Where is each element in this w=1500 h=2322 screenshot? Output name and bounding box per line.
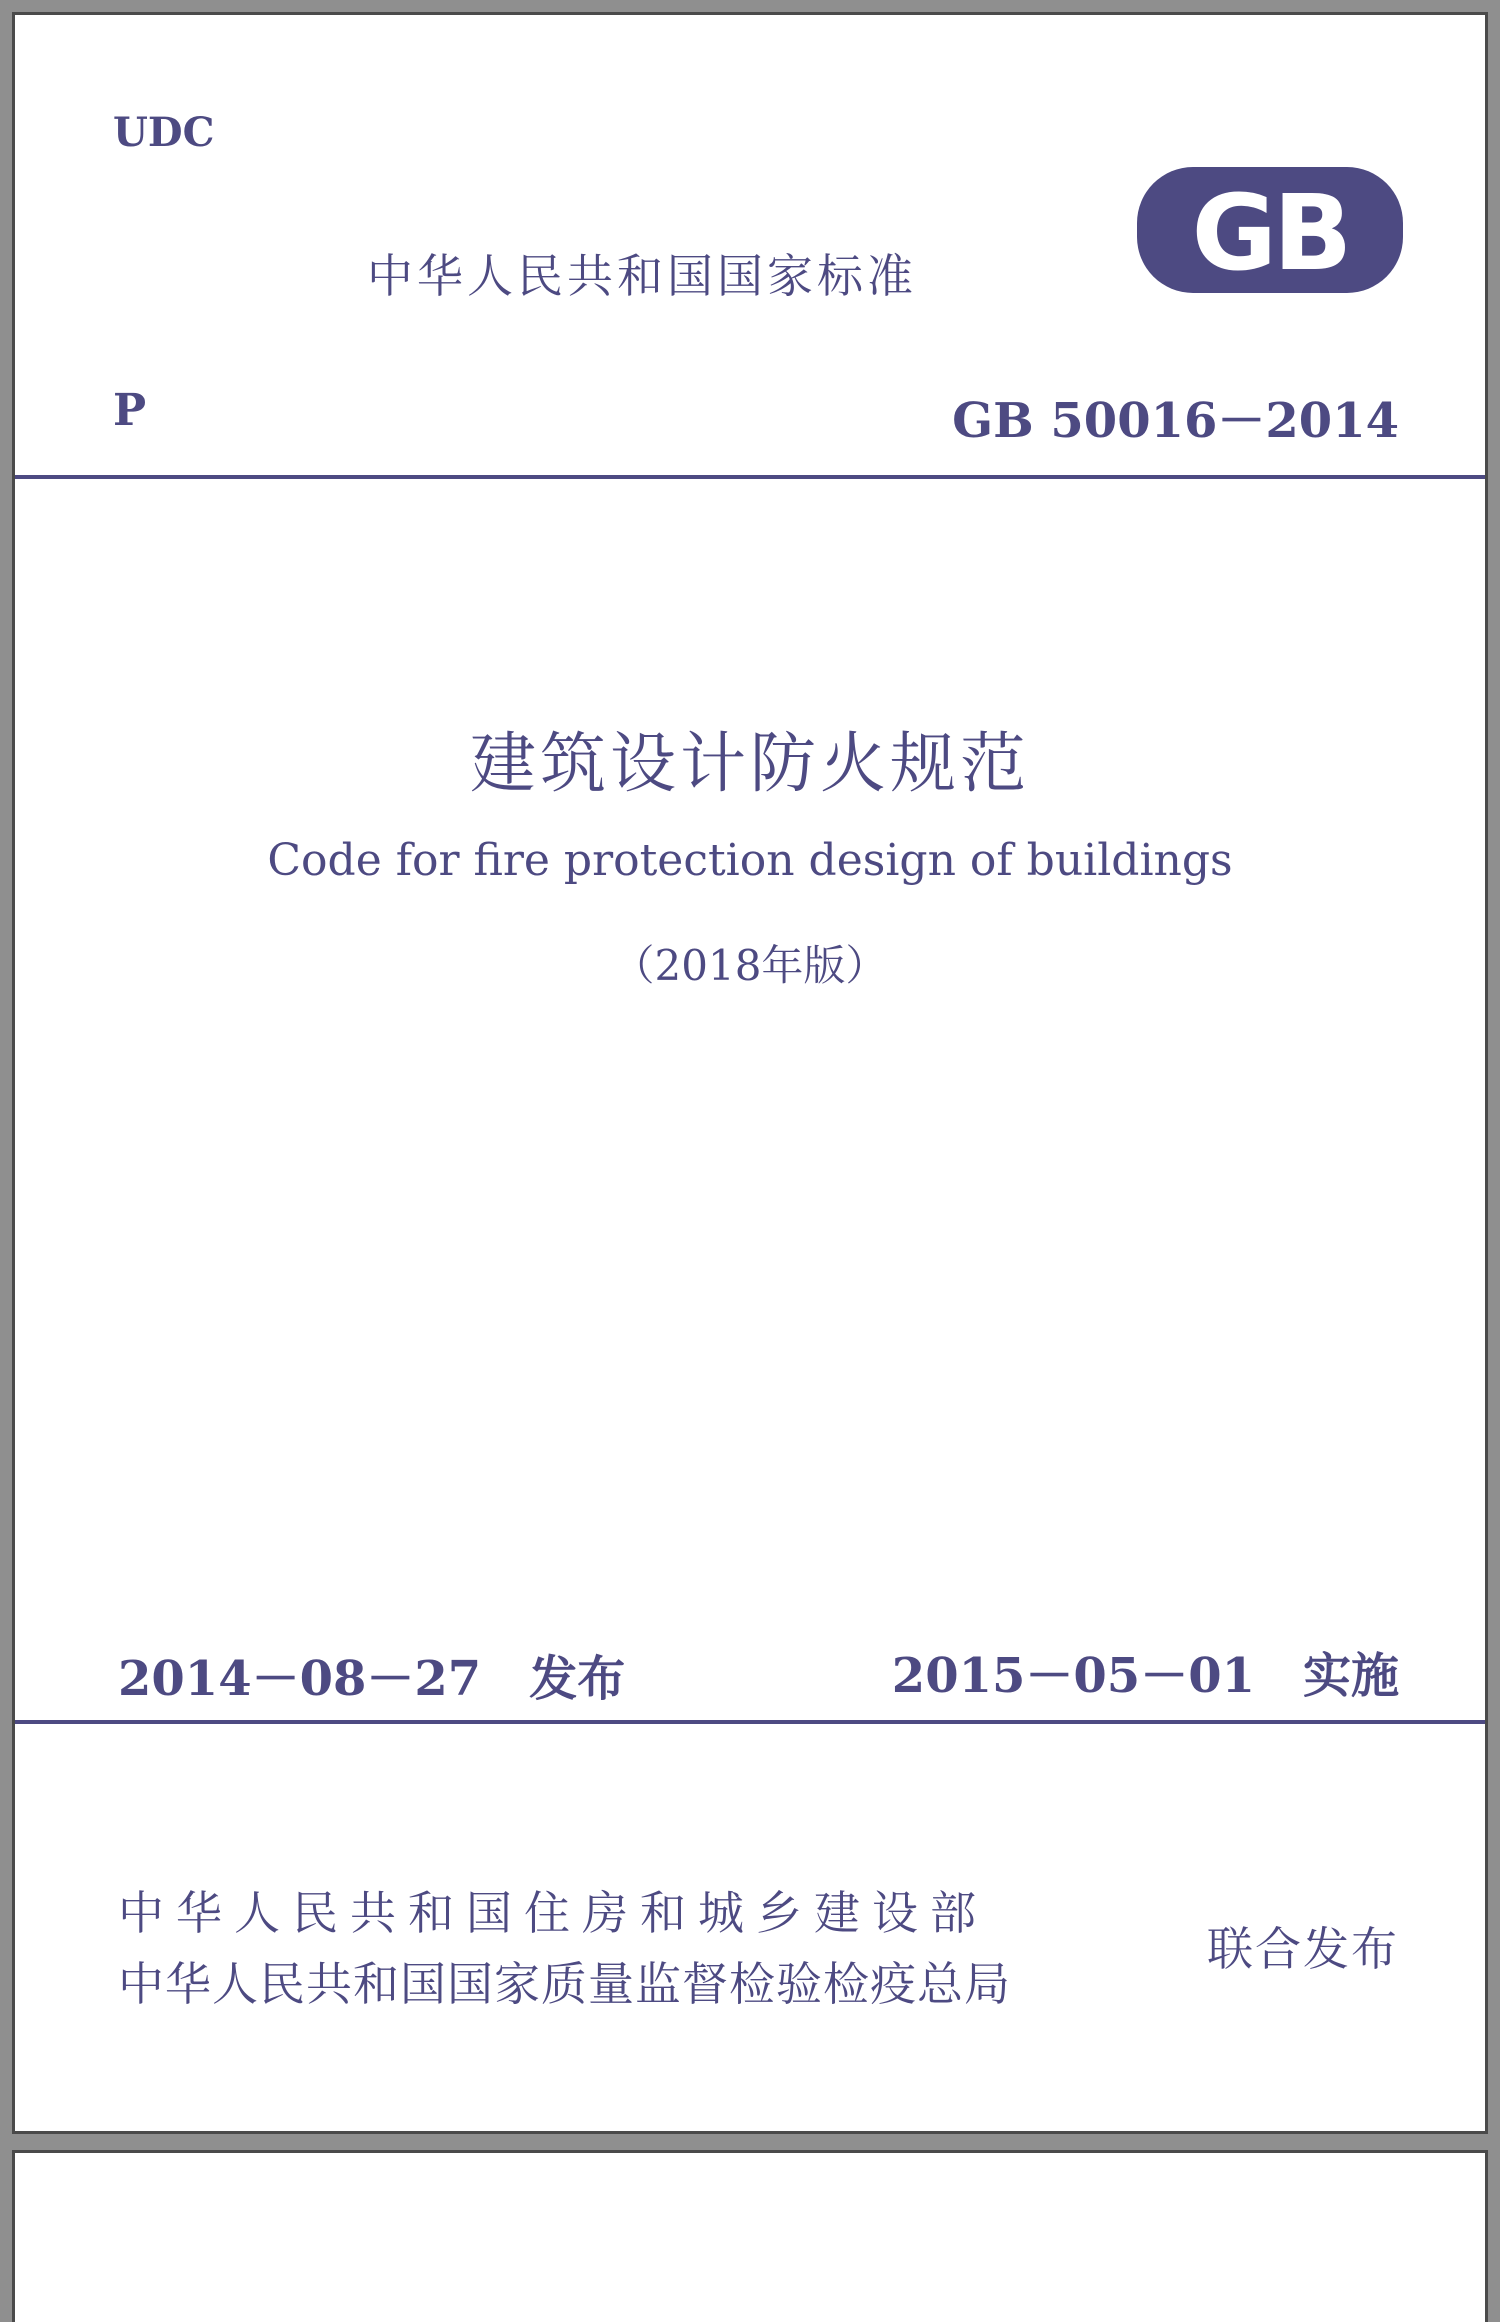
standard-type-title: 中华人民共和国国家标准 (367, 249, 917, 303)
classification-code: P (113, 385, 147, 436)
gb-logo-text: GB (1191, 172, 1349, 294)
edition-label: （2018年版） (612, 941, 888, 990)
issuer-ministry: 中华人民共和国住房和城乡建设部 (118, 1886, 988, 1940)
next-page (12, 2150, 1488, 2322)
divider-bottom (15, 1720, 1485, 1724)
udc-label: UDC (113, 109, 215, 156)
gb-logo (1135, 165, 1405, 295)
issue-date: 2014－08－27 发布 (118, 1651, 626, 1707)
title-chinese: 建筑设计防火规范 (470, 725, 1030, 802)
effective-date: 2015－05－01 实施 (891, 1648, 1399, 1704)
divider-top (15, 475, 1485, 479)
title-english: Code for fire protection design of buildings (267, 835, 1233, 886)
standard-number: GB 50016－2014 (952, 393, 1399, 449)
issuer-aqsiq: 中华人民共和国国家质量监督检验检疫总局 (118, 1957, 1011, 2011)
cover-page (12, 12, 1488, 2134)
joint-release-label: 联合发布 (1207, 1922, 1399, 1976)
